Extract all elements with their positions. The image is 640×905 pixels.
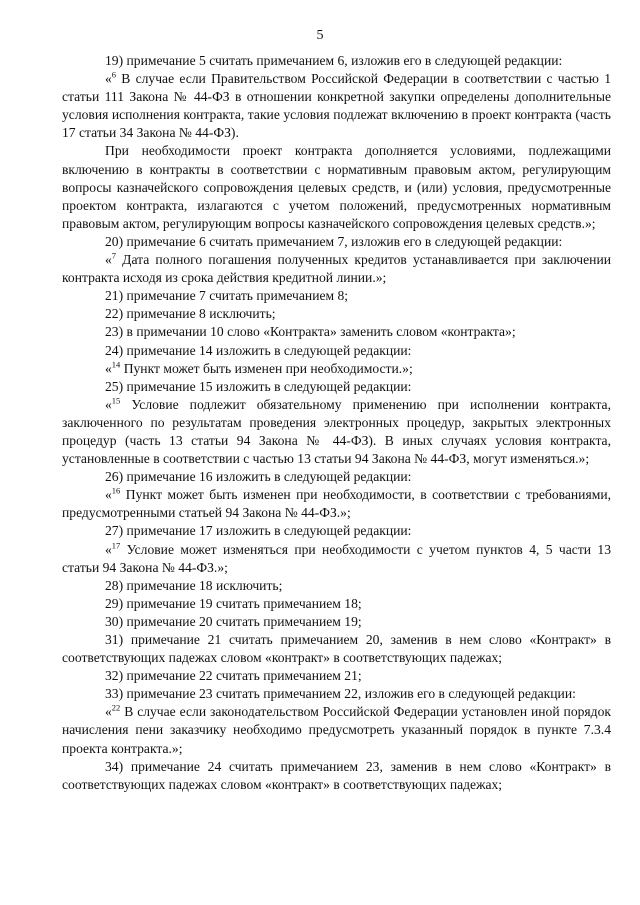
paragraph	[62, 522, 611, 540]
paragraph-text: Условие подлежит обязательному применению при исполнении контракта, заключенного по результатам проведения электронных процедур, закрытых электронных процедур (часть 13 статьи 94 Закона № 44-ФЗ). В иных случаях условия контракта, установленные в соответствии с частью 13 статьи 94 Закона № 44-ФЗ, могут изменяться.»;	[62, 396, 611, 467]
footnote-marker: 22	[111, 702, 121, 713]
paragraph	[62, 758, 611, 794]
paragraph-text: 34) примечание 24 считать примечанием 23, заменив в нем слово «Контракт» в соответствующих падежах словом «контракт» в соответствующих падежах;	[62, 758, 611, 792]
paragraph	[62, 233, 611, 251]
paragraph-text: 33) примечание 23 считать примечанием 22, изложив его в следующей редакции:	[105, 686, 576, 702]
paragraph-text: 26) примечание 16 изложить в следующей редакции:	[105, 469, 412, 485]
page-number: 5	[316, 28, 324, 43]
paragraph	[62, 287, 611, 305]
paragraph-text: 28) примечание 18 исключить;	[105, 577, 283, 593]
paragraph	[62, 360, 611, 378]
document-body	[62, 52, 611, 794]
paragraph	[62, 667, 611, 685]
paragraph	[62, 486, 611, 522]
paragraph	[62, 396, 611, 468]
paragraph	[62, 378, 611, 396]
paragraph	[62, 70, 611, 142]
paragraph-text: «	[105, 71, 112, 87]
paragraph	[62, 541, 611, 577]
paragraph	[62, 468, 611, 486]
paragraph-text: «	[105, 252, 112, 268]
paragraph	[62, 251, 611, 287]
paragraph	[62, 52, 611, 70]
paragraph-text: 31) примечание 21 считать примечанием 20, заменив в нем слово «Контракт» в соответствующих падежах словом «контракт» в соответствующих падежах;	[62, 632, 611, 666]
paragraph-text: «	[105, 487, 112, 503]
paragraph-text: В случае если законодательством Российской Федерации установлен иной порядок начисления пени заказчику необходимо предусмотреть указанный порядок в пункте 7.3.4 проекта контракта.»;	[62, 704, 611, 756]
paragraph-text: При необходимости проект контракта дополняется условиями, подлежащими включению в контракты в соответствии с нормативным правовым актом, регулирующим вопросы казначейского сопровождения целевых средств, и (или) условия, предусмотренные проектом контракта, излагаются с учетом положений, предусмотренных нормативным правовым актом, регулирующим вопросы казначейского сопровождения целевых средств.»;	[62, 143, 611, 231]
paragraph-text: Дата полного погашения полученных кредитов устанавливается при заключении контракта исходя из срока действия кредитной линии.»;	[62, 252, 611, 286]
footnote-marker: 7	[111, 250, 117, 261]
paragraph-text: 19) примечание 5 считать примечанием 6, изложив его в следующей редакции:	[105, 53, 563, 68]
footnote-marker: 16	[111, 485, 121, 496]
paragraph-text: 22) примечание 8 исключить;	[105, 306, 276, 322]
paragraph	[62, 142, 611, 232]
paragraph	[62, 323, 611, 341]
paragraph-text: 20) примечание 6 считать примечанием 7, изложив его в следующей редакции:	[105, 233, 563, 249]
paragraph-text: 32) примечание 22 считать примечанием 21;	[105, 668, 362, 684]
paragraph-text: 30) примечание 20 считать примечанием 19;	[105, 613, 362, 629]
paragraph-text: Условие может изменяться при необходимости с учетом пунктов 4, 5 части 13 статьи 94 Закона № 44-ФЗ.»;	[62, 541, 611, 575]
footnote-marker: 14	[111, 359, 121, 370]
footnote-marker: 17	[111, 540, 121, 550]
paragraph-text: «	[105, 704, 112, 720]
paragraph-text: В случае если Правительством Российской Федерации в соответствии с частью 1 статьи 111 Закона № 44-ФЗ в отношении конкретной закупки определены дополнительные условия исполнения контракта, такие условия подлежат включению в проект контракта (часть 17 статьи 34 Закона № 44-ФЗ).	[62, 71, 611, 141]
paragraph-text: «	[105, 360, 112, 376]
paragraph	[62, 305, 611, 323]
footnote-marker: 15	[111, 395, 121, 406]
paragraph-text: 29) примечание 19 считать примечанием 18;	[105, 595, 362, 611]
paragraph-text: 23) в примечании 10 слово «Контракта» заменить словом «контракта»;	[105, 324, 516, 340]
paragraph-text: 21) примечание 7 считать примечанием 8;	[105, 288, 349, 304]
paragraph-text: Пункт может быть изменен при необходимости.»;	[120, 360, 413, 376]
paragraph-text: «	[105, 396, 112, 412]
paragraph	[62, 342, 611, 360]
footnote-marker: 6	[111, 69, 117, 80]
paragraph-text: 24) примечание 14 изложить в следующей редакции:	[105, 342, 412, 358]
paragraph-text: Пункт может быть изменен при необходимости, в соответствии с требованиями, предусмотренными статьей 94 Закона № 44-ФЗ.»;	[62, 487, 611, 521]
paragraph	[62, 595, 611, 613]
paragraph	[62, 631, 611, 667]
paragraph	[62, 703, 611, 757]
paragraph-text: «	[105, 541, 112, 557]
paragraph-text: 27) примечание 17 изложить в следующей редакции:	[105, 523, 412, 539]
paragraph	[62, 685, 611, 703]
paragraph	[62, 613, 611, 631]
paragraph	[62, 577, 611, 595]
paragraph-text: 25) примечание 15 изложить в следующей редакции:	[105, 378, 412, 394]
